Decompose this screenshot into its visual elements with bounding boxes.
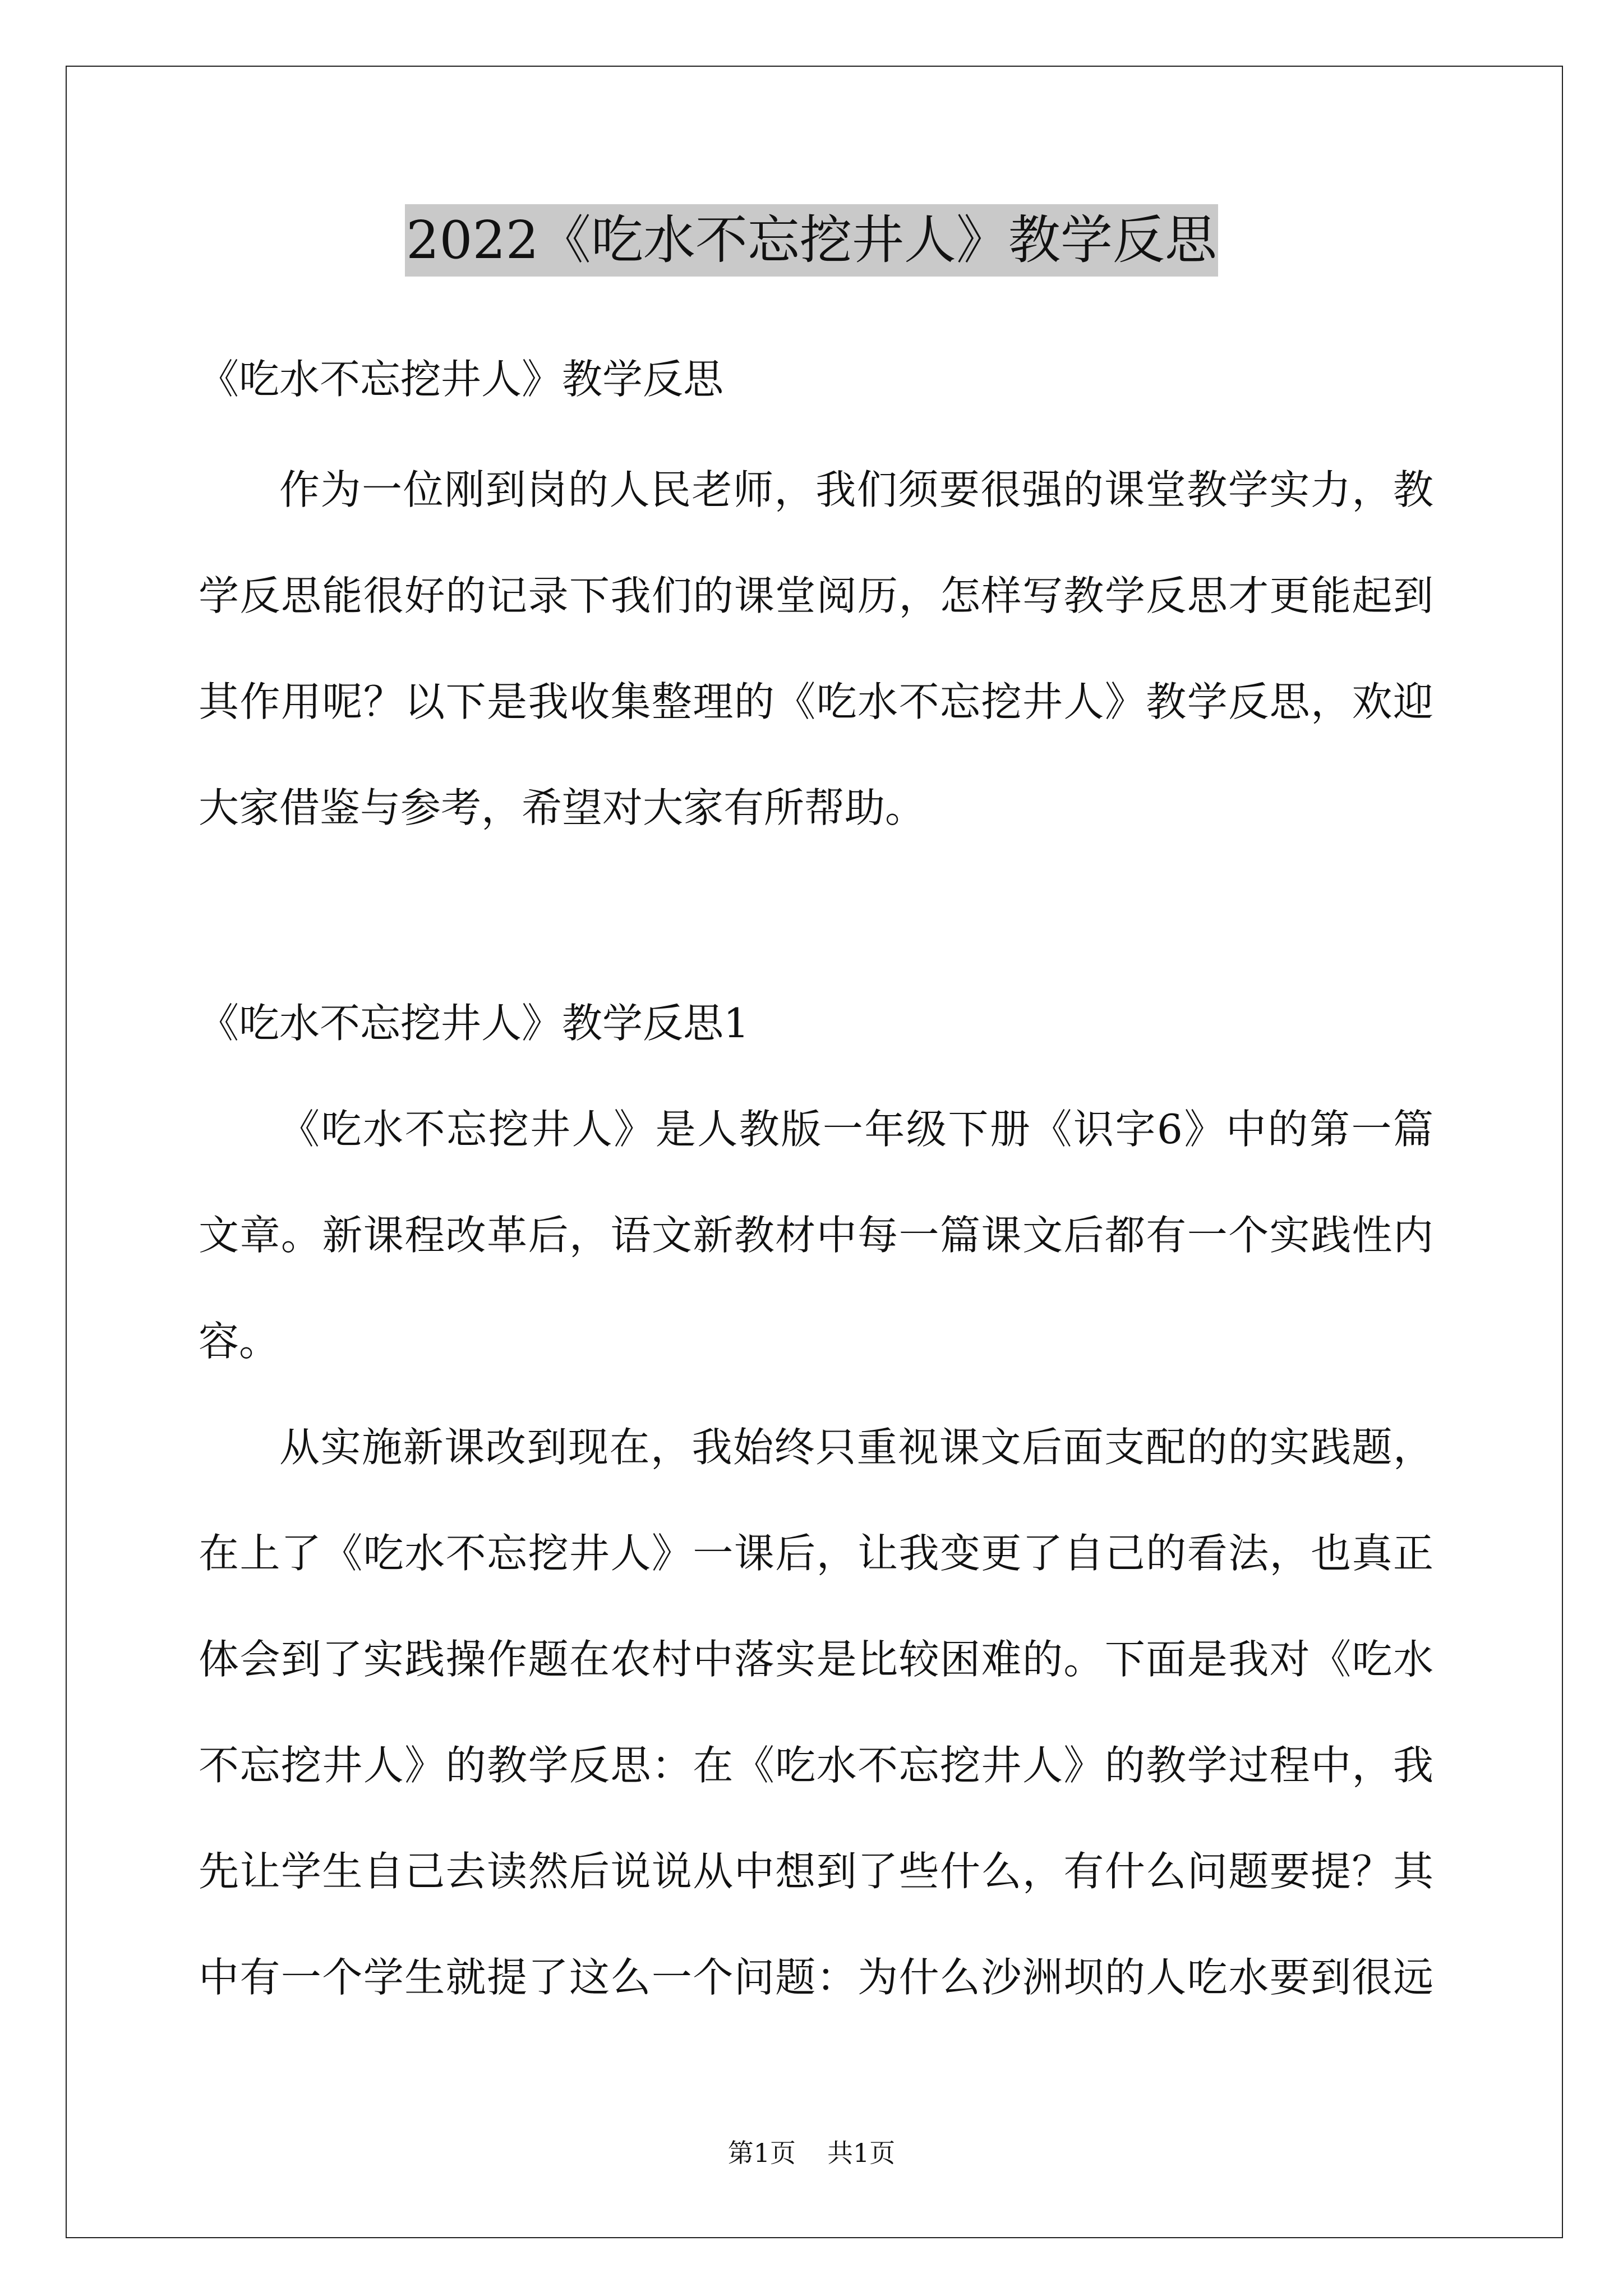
paragraph-line: 文章。新课程改革后，语文新教材中每一篇课文后都有一个实践性内 [199,1212,1433,1259]
paragraph-line: 不忘挖井人》的教学反思：在《吃水不忘挖井人》的教学过程中，我 [199,1742,1433,1789]
section-paragraph [199,1076,1433,1395]
paragraph-line: 从实施新课改到现在，我始终只重视课文后面支配的的实践题， [279,1424,1433,1471]
paragraph-line: 《吃水不忘挖井人》是人教版一年级下册《识字6》中的第一篇 [279,1106,1433,1153]
paragraph-line: 中有一个学生就提了这么一个问题：为什么沙洲坝的人吃水要到很远 [199,1954,1433,2001]
paragraph-line: 大家借鉴与参考，希望对大家有所帮助。 [199,784,926,831]
page-footer [0,2136,1623,2170]
paragraph-line: 体会到了实践操作题在农村中落实是比较困难的。下面是我对《吃水 [199,1636,1433,1683]
intro-paragraph [199,437,1433,861]
paragraph-line: 其作用呢？以下是我收集整理的《吃水不忘挖井人》教学反思，欢迎 [199,678,1433,725]
paragraph-line: 学反思能很好的记录下我们的课堂阅历，怎样写教学反思才更能起到 [199,572,1433,619]
document-title: 2022《吃水不忘挖井人》教学反思 [405,204,1218,277]
page-number: 第1页 [727,2138,796,2168]
document-body [199,326,1433,2031]
paragraph-line: 容。 [199,1318,280,1365]
title-block [0,204,1623,277]
paragraph-line: 在上了《吃水不忘挖井人》一课后，让我变更了自己的看法，也真正 [199,1530,1433,1577]
section-paragraph [199,1395,1433,2031]
paragraph-line: 作为一位刚到岗的人民老师，我们须要很强的课堂教学实力，教 [279,466,1433,513]
section-heading: 《吃水不忘挖井人》教学反思1 [199,1000,749,1047]
intro-heading: 《吃水不忘挖井人》教学反思 [199,356,724,403]
page-total: 共1页 [827,2138,896,2168]
paragraph-line: 先让学生自己去读然后说说从中想到了些什么，有什么问题要提？其 [199,1848,1433,1895]
